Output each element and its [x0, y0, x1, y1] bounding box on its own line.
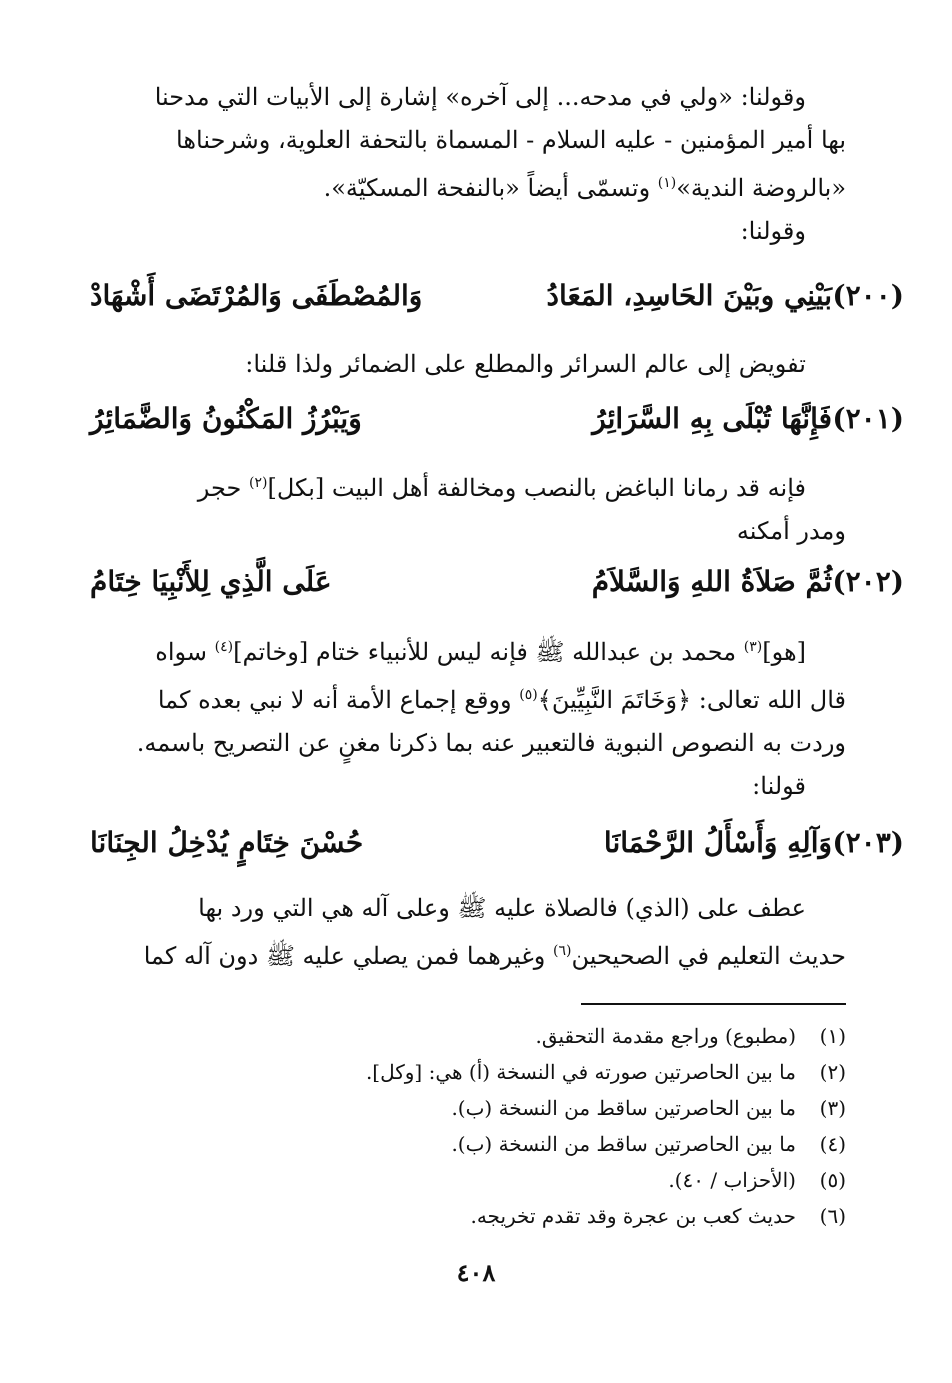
- verse-hemistich-first: وَآلِهِ وَأَسْأَلُ الرَّحْمَانَا: [603, 825, 832, 859]
- text-line: [100, 462, 846, 510]
- paragraph-khatam: [100, 626, 846, 808]
- verse-hemistich-second: وَالمُصْطَفَى وَالمُرْتَضَى أَشْهَادْ: [90, 278, 423, 312]
- text-line: عطف على (الذي) فالصلاة عليه ﷺ وعلى آله هي التي ورد بها: [198, 894, 806, 922]
- footnote-text: حديث كعب بن عجرة وقد تقدم تخريجه.: [470, 1204, 796, 1228]
- text-line: [100, 674, 846, 722]
- text-span: وغيرهما فمن يصلي عليه ﷺ دون آله كما: [143, 942, 553, 970]
- text-span: سواه: [155, 638, 215, 666]
- footnote-separator: [581, 1003, 846, 1005]
- verse-201: [90, 393, 904, 443]
- footnote: [150, 1090, 846, 1126]
- verse-hemistich-second: عَلَى الَّذِي لِلأَنْبِيَا خِتَامُ: [90, 564, 332, 598]
- verse-number: (٢٠٣): [832, 825, 904, 859]
- footnote-number: (١): [819, 1024, 846, 1048]
- footnote-text: (مطبوع) وراجع مقدمة التحقيق.: [535, 1024, 796, 1048]
- text-line: وردت به النصوص النبوية فالتعبير عنه بما ذكرنا مغنٍ عن التصريح باسمه.: [136, 729, 846, 757]
- footnote-ref[interactable]: (٦): [552, 943, 572, 959]
- text-line: [100, 162, 846, 210]
- page-number: ٤٠٨: [456, 1258, 496, 1287]
- verse-hemistich-first: بَيْنِي وبَيْنَ الحَاسِدِ، المَعَادُ: [546, 278, 832, 312]
- paragraph-tafwid: [100, 343, 846, 386]
- footnote: [150, 1018, 846, 1054]
- footnote-ref[interactable]: (١): [657, 175, 677, 191]
- footnote-text: ما بين الحاصرتين صورته في النسخة (أ) هي: [وكل].: [365, 1060, 796, 1084]
- text-line: بها أمير المؤمنين - عليه السلام - المسماة بالتحفة العلوية، وشرحناها: [176, 126, 846, 154]
- text-span: حجر: [197, 474, 249, 502]
- text-line: [100, 930, 846, 978]
- text-span: محمد بن عبدالله ﷺ فإنه ليس للأنبياء ختام [وخاتم]: [233, 638, 744, 666]
- footnote: [150, 1198, 846, 1234]
- verse-number: (٢٠١): [832, 401, 904, 435]
- verse-hemistich-second: وَيَبْرُزُ المَكْنُونُ وَالضَّمَائِرُ: [90, 401, 362, 435]
- text-span: وتسمّى أيضاً «بالنفحة المسكيّة».: [323, 174, 658, 202]
- text-span: ووقع إجماع الأمة أنه لا نبي بعده كما: [157, 686, 520, 714]
- paragraph-nasb: [100, 462, 846, 553]
- text-span: [هو]: [762, 638, 806, 666]
- text-span: حديث التعليم في الصحيحين: [571, 942, 846, 970]
- paragraph-atf: [100, 887, 846, 978]
- footnote-number: (٢): [819, 1060, 846, 1084]
- footnote-number: (٣): [819, 1096, 846, 1120]
- footnote-ref[interactable]: (٣): [743, 639, 763, 655]
- footnote-text: ما بين الحاصرتين ساقط من النسخة (ب).: [451, 1096, 796, 1120]
- text-line: وقولنا:: [740, 217, 806, 245]
- footnote-ref[interactable]: (٢): [248, 475, 268, 491]
- footnote: [150, 1126, 846, 1162]
- verse-200: [90, 270, 904, 320]
- footnote: [150, 1162, 846, 1198]
- footnotes: [150, 1018, 846, 1234]
- text-line: تفويض إلى عالم السرائر والمطلع على الضمائر ولذا قلنا:: [245, 350, 806, 378]
- verse-202: [90, 556, 904, 606]
- text-span: قال الله تعالى: ﴿وَخَاتَمَ النَّبِيِّينَ﴾: [537, 686, 846, 714]
- footnote-text: ما بين الحاصرتين ساقط من النسخة (ب).: [451, 1132, 796, 1156]
- footnote: [150, 1054, 846, 1090]
- footnote-number: (٤): [819, 1132, 846, 1156]
- footnote-number: (٦): [819, 1204, 846, 1228]
- verse-number: (٢٠٠): [832, 278, 904, 312]
- verse-hemistich-second: حُسْنَ خِتَامٍ يُدْخِلُ الجِنَانَا: [90, 825, 364, 859]
- text-line: وقولنا: «ولي في مدحه... إلى آخره» إشارة إلى الأبيات التي مدحنا: [154, 83, 806, 111]
- verse-hemistich-first: فَإِنَّهَا تُبْلَى بِهِ السَّرَائِرُ: [592, 401, 832, 435]
- text-span: فإنه قد رمانا الباغض بالنصب ومخالفة أهل البيت [بكل]: [267, 474, 806, 502]
- verse-number: (٢٠٢): [832, 564, 904, 598]
- text-line: قولنا:: [752, 772, 806, 800]
- footnote-number: (٥): [819, 1168, 846, 1192]
- verse-203: [90, 817, 904, 867]
- text-line: ومدر أمكنه: [736, 517, 846, 545]
- text-span: «بالروضة الندية»: [676, 174, 846, 202]
- footnote-ref[interactable]: (٥): [519, 687, 538, 703]
- footnote-ref[interactable]: (٤): [214, 639, 234, 655]
- paragraph-intro: [100, 76, 846, 253]
- text-line: [100, 626, 846, 674]
- verse-hemistich-first: ثُمَّ صَلاَةُ اللهِ وَالسَّلاَمُ: [591, 564, 832, 598]
- footnote-text: (الأحزاب / ٤٠).: [668, 1168, 796, 1192]
